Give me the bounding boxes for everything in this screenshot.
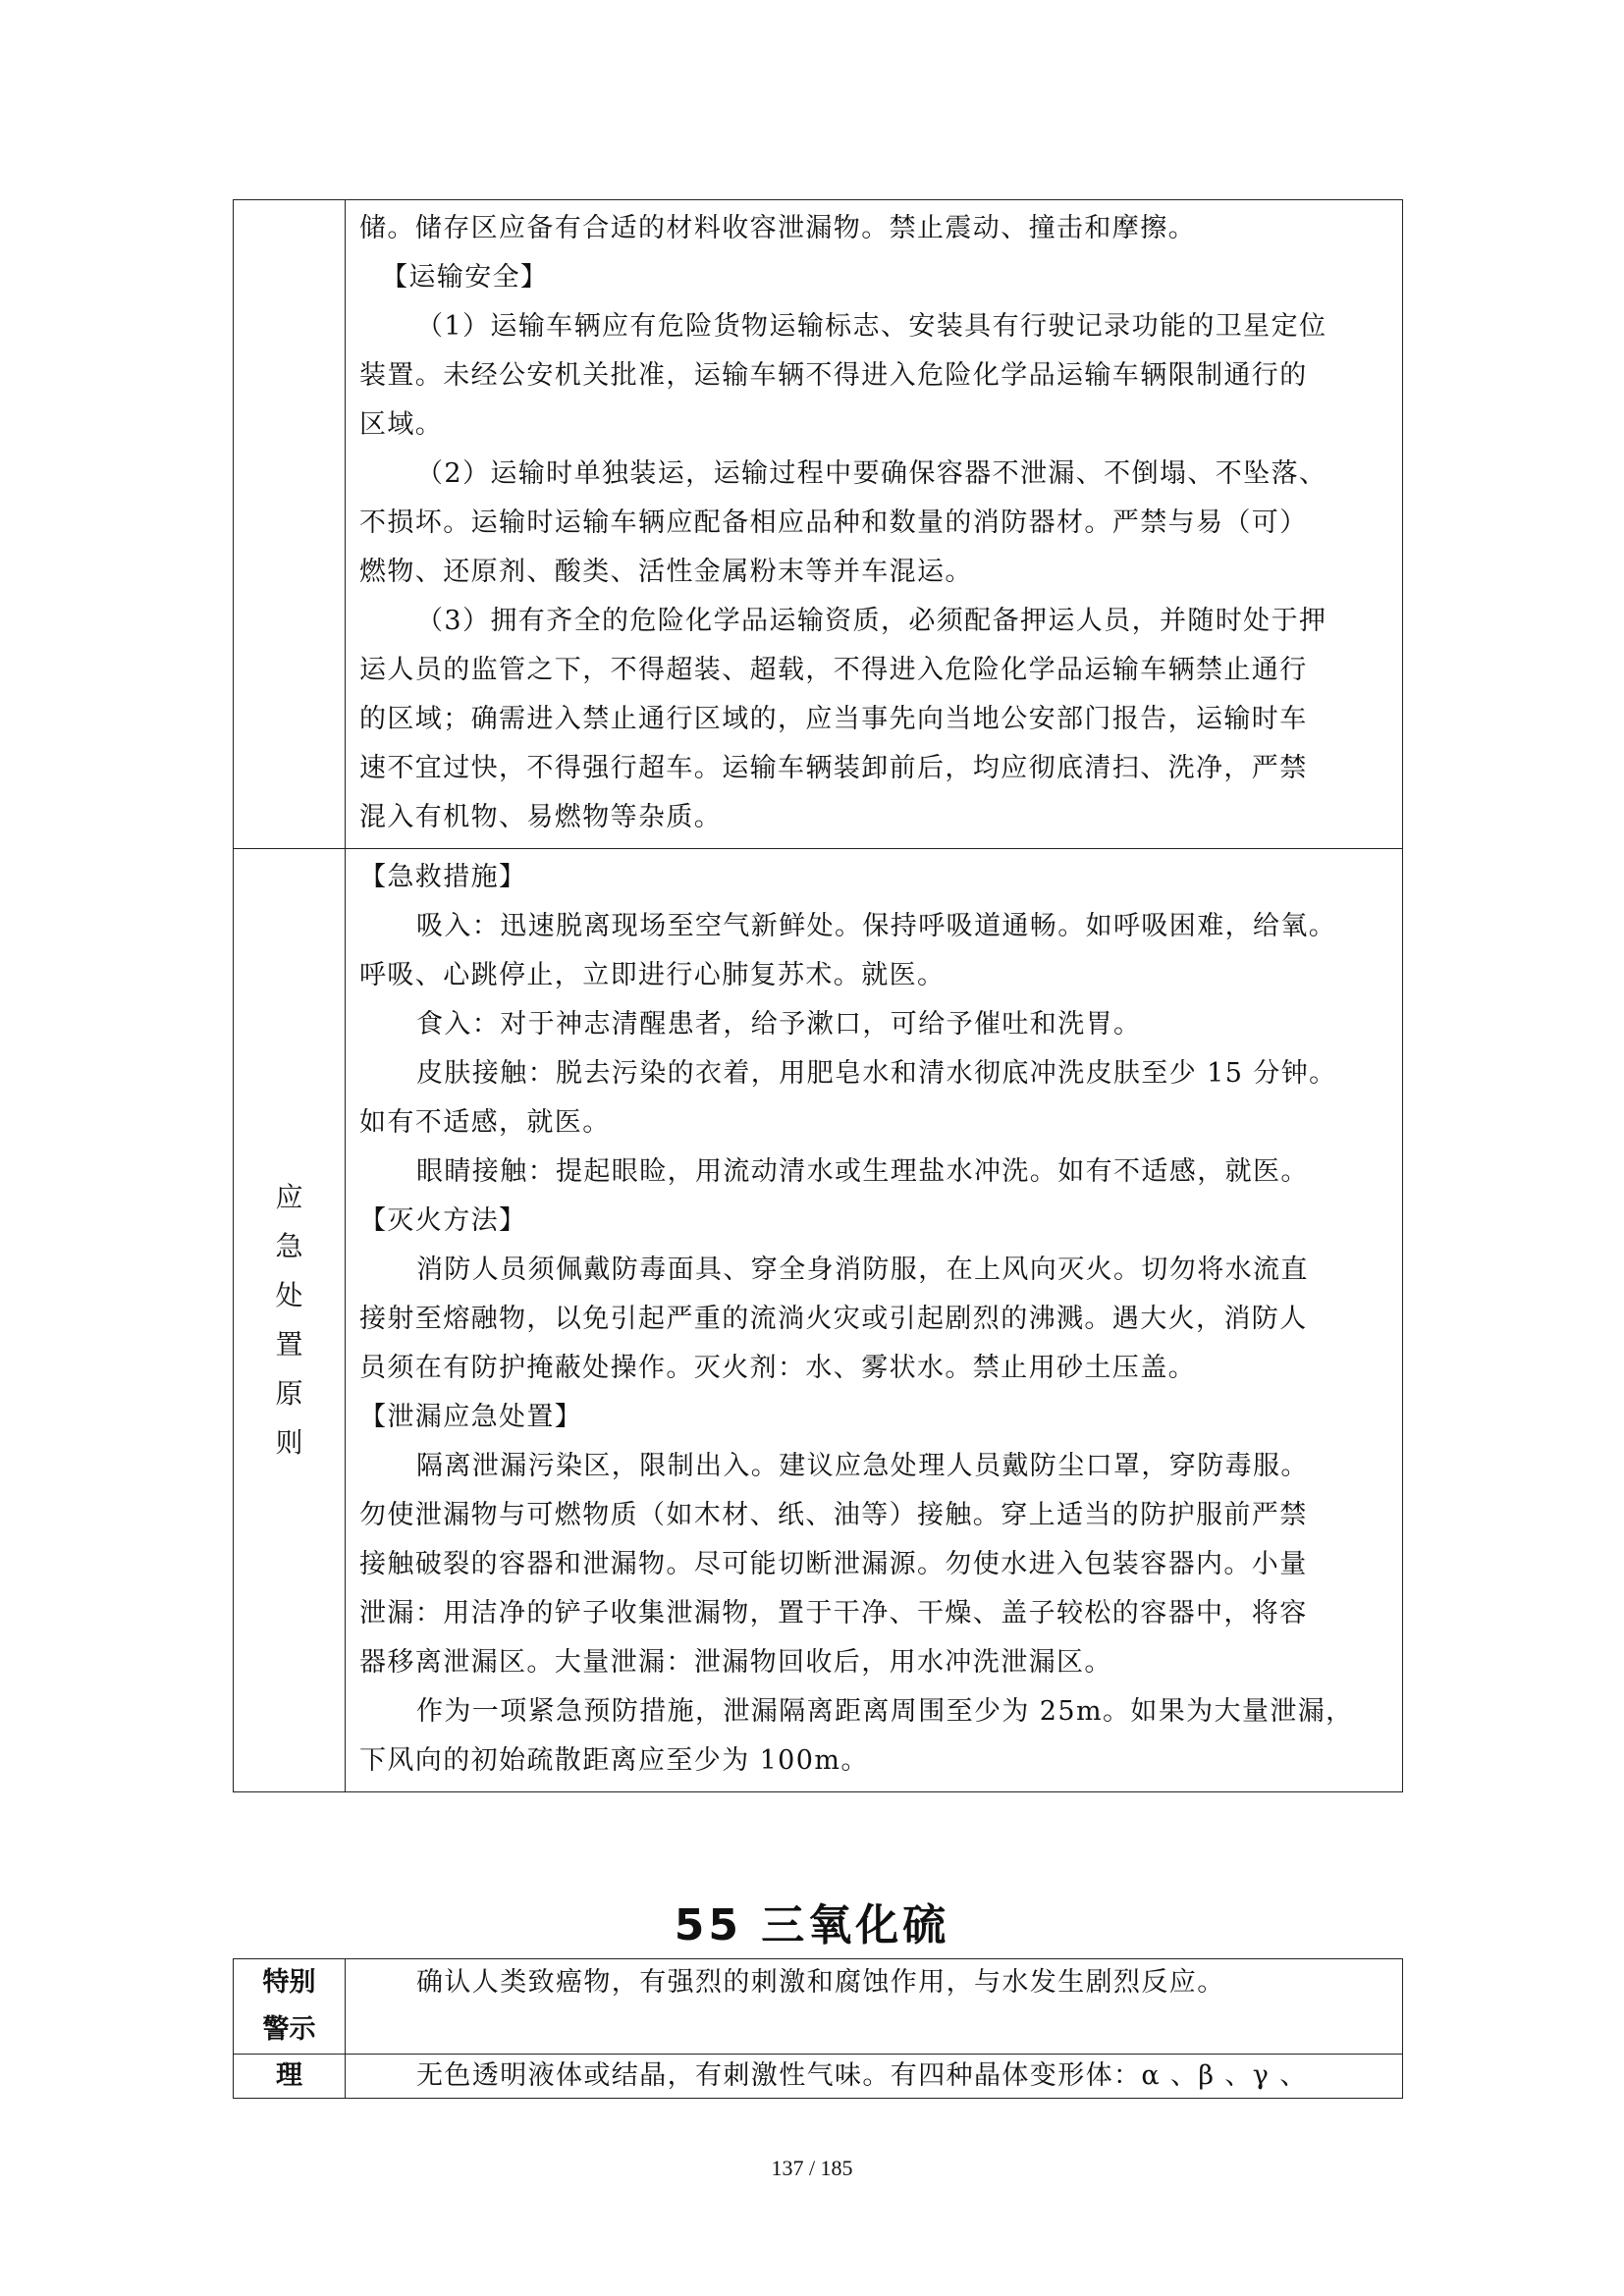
text-line: 泄漏：用洁净的铲子收集泄漏物，置于干净、干燥、盖子较松的容器中，将容 xyxy=(359,1598,1308,1629)
text-line: 下风向的初始疏散距离应至少为 100m。 xyxy=(359,1745,869,1776)
sulfur-trioxide-table xyxy=(233,1958,1403,2099)
special-warning-label xyxy=(234,1959,346,2055)
text-line: 装置。未经公安机关批准，运输车辆不得进入危险化学品运输车辆限制通行的 xyxy=(359,360,1308,391)
page-number: 137 / 185 xyxy=(771,2156,853,2180)
emergency-principles-label xyxy=(234,1173,345,1468)
text-line: 混入有机物、易燃物等杂质。 xyxy=(359,802,723,832)
properties-row xyxy=(234,2055,1403,2099)
label-line: 特别 xyxy=(262,1967,316,1998)
label-char: 置 xyxy=(275,1328,303,1361)
text-line: 消防人员须佩戴防毒面具、穿全身消防服，在上风向灭火。切勿将水流直 xyxy=(416,1255,1309,1285)
label-char: 则 xyxy=(275,1426,303,1459)
text-line: 器移离泄漏区。大量泄漏：泄漏物回收后，用水冲洗泄漏区。 xyxy=(359,1647,1112,1678)
label-char: 处 xyxy=(275,1279,303,1311)
section-heading: 【泄漏应急处置】 xyxy=(359,1402,583,1432)
empty-label-cell xyxy=(234,200,346,849)
text-line: 勿使泄漏物与可燃物质（如木材、纸、油等）接触。穿上适当的防护服前严禁 xyxy=(359,1500,1308,1530)
text-line: 速不宜过快，不得强行超车。运输车辆装卸前后，均应彻底清扫、洗净，严禁 xyxy=(359,753,1308,783)
section-title: 55 三氧化硫 xyxy=(674,1900,950,1950)
section-heading: 【急救措施】 xyxy=(359,862,527,892)
properties-content xyxy=(346,2055,1403,2099)
text-line: （2）运输时单独装运，运输过程中要确保容器不泄漏、不倒塌、不坠落、 xyxy=(416,458,1327,489)
label-line: 警示 xyxy=(262,2014,316,2045)
hazard-info-table xyxy=(233,199,1403,1792)
text-line: （3）拥有齐全的危险化学品运输资质，必须配备押运人员，并随时处于押 xyxy=(416,606,1327,636)
section-heading: 【运输安全】 xyxy=(381,262,549,293)
text-line: 区域。 xyxy=(359,409,444,440)
text-line: 不损坏。运输时运输车辆应配备相应品种和数量的消防器材。严禁与易（可） xyxy=(359,507,1308,538)
special-warning-content xyxy=(346,1959,1403,2055)
transport-safety-content xyxy=(346,200,1403,849)
text-line: 燃物、还原剂、酸类、活性金属粉末等并车混运。 xyxy=(359,557,973,587)
label-char: 急 xyxy=(275,1230,303,1262)
text-line: 食入：对于神志清醒患者，给予漱口，可给予催吐和洗胃。 xyxy=(416,1009,1142,1040)
text-line: 隔离泄漏污染区，限制出入。建议应急处理人员戴防尘口罩，穿防毒服。 xyxy=(416,1451,1309,1481)
text-line: 吸入：迅速脱离现场至空气新鲜处。保持呼吸道通畅。如呼吸困难，给氧。 xyxy=(416,911,1337,941)
text-line: 接射至熔融物，以免引起严重的流淌火灾或引起剧烈的沸溅。遇大火，消防人 xyxy=(359,1304,1308,1334)
label-char: 应 xyxy=(275,1181,303,1213)
properties-label xyxy=(234,2055,346,2099)
text-line: 的区域；确需进入禁止通行区域的，应当事先向当地公安部门报告，运输时车 xyxy=(359,704,1308,734)
emergency-content xyxy=(346,849,1403,1792)
properties-text: 无色透明液体或结晶，有刺激性气味。有四种晶体变形体：α 、β 、γ 、 xyxy=(416,2060,1308,2091)
storage-transport-row xyxy=(234,200,1403,849)
special-warning-text: 确认人类致癌物，有强烈的刺激和腐蚀作用，与水发生剧烈反应。 xyxy=(416,1967,1225,1998)
text-line: 接触破裂的容器和泄漏物。尽可能切断泄漏源。勿使水进入包装容器内。小量 xyxy=(359,1549,1308,1579)
section-heading: 【灭火方法】 xyxy=(359,1205,527,1236)
text-line: 如有不适感，就医。 xyxy=(359,1107,611,1138)
text-line: 眼睛接触：提起眼睑，用流动清水或生理盐水冲洗。如有不适感，就医。 xyxy=(416,1156,1309,1187)
text-line: 作为一项紧急预防措施，泄漏隔离距离周围至少为 25m。如果为大量泄漏， xyxy=(416,1696,1354,1727)
text-line: 运人员的监管之下，不得超装、超载，不得进入危险化学品运输车辆禁止通行 xyxy=(359,655,1308,685)
label-line: 理 xyxy=(276,2060,302,2091)
text-line: （1）运输车辆应有危险货物运输标志、安装具有行驶记录功能的卫星定位 xyxy=(416,311,1327,342)
special-warning-row xyxy=(234,1959,1403,2055)
text-line: 储。储存区应备有合适的材料收容泄漏物。禁止震动、撞击和摩擦。 xyxy=(359,213,1196,243)
text-line: 皮肤接触：脱去污染的衣着，用肥皂水和清水彻底冲洗皮肤至少 15 分钟。 xyxy=(416,1058,1337,1089)
emergency-row xyxy=(234,849,1403,1792)
text-line: 员须在有防护掩蔽处操作。灭火剂：水、雾状水。禁止用砂土压盖。 xyxy=(359,1353,1196,1383)
label-char: 原 xyxy=(275,1377,303,1410)
text-line: 呼吸、心跳停止，立即进行心肺复苏术。就医。 xyxy=(359,960,946,990)
emergency-label-cell xyxy=(234,849,346,1792)
